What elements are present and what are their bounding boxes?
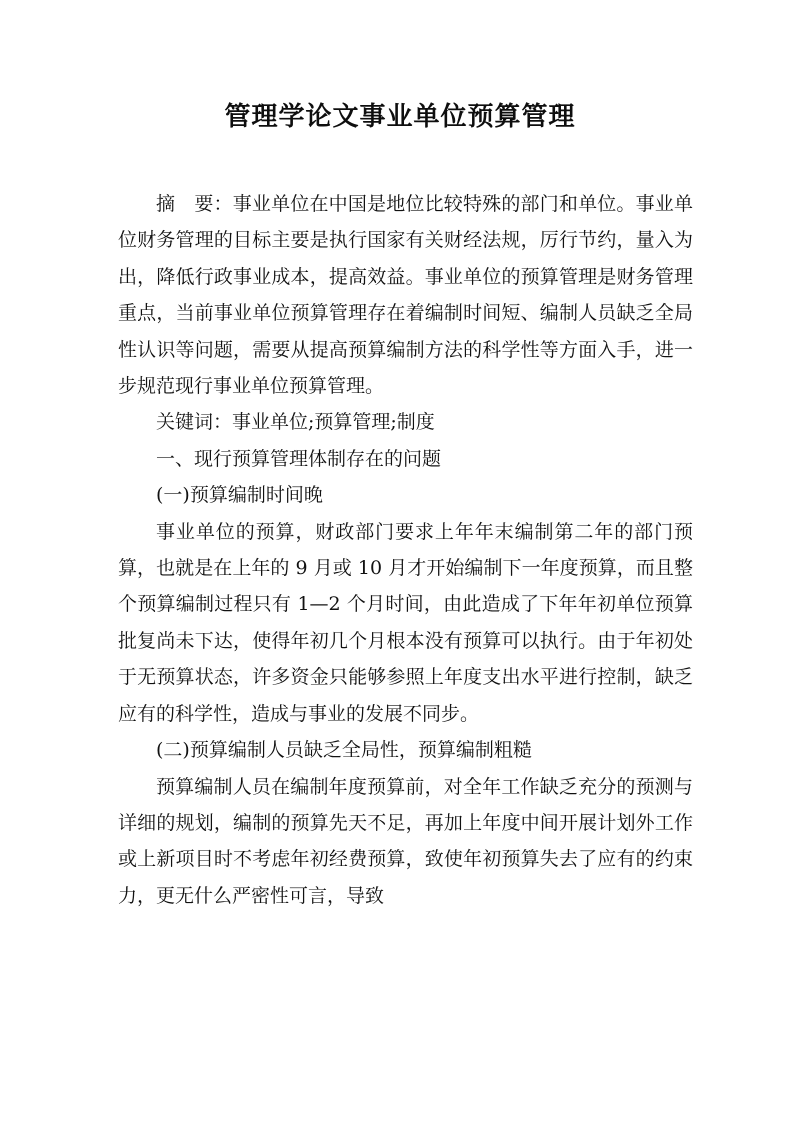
section-heading: 一、现行预算管理体制存在的问题 bbox=[156, 447, 442, 470]
body-paragraph-1: 事业单位的预算，财政部门要求上年年末编制第二年的部门预算，也就是在上年的 9 月或 10 月才开始编制下一年度预算，而且整个预算编制过程只有 1—2 个月时间，由此造成了下年年初单位预算批复尚未下达，使得年初几个月根本没有预算可以执行。由于年初处于无预算状态，许多资金只能够参照上年度支出水平进行控制，缺乏应有的科学性，造成与事业的发展不同步。 bbox=[118, 520, 693, 725]
body-paragraph-2: 预算编制人员在编制年度预算前，对全年工作缺乏充分的预测与详细的规划，编制的预算先天不足，再加上年度中间开展计划外工作或上新项目时不考虑年初经费预算，致使年初预算失去了应有的约束力，更无什么严密性可言，导致 bbox=[118, 775, 693, 907]
abstract-paragraph: 摘 要：事业单位在中国是地位比较特殊的部门和单位。事业单位财务管理的目标主要是执行国家有关财经法规，厉行节约，量入为出，降低行政事业成本，提高效益。事业单位的预算管理是财务管理重点，当前事业单位预算管理存在着编制时间短、编制人员缺乏全局性认识等问题，需要从提高预算编制方法的科学性等方面入手，进一步规范现行事业单位预算管理。 bbox=[118, 193, 693, 398]
keywords-line: 关键词：事业单位;预算管理;制度 bbox=[156, 411, 435, 434]
page-title: 管理学论文事业单位预算管理 bbox=[224, 102, 576, 132]
subsection-heading-2: (二)预算编制人员缺乏全局性，预算编制粗糙 bbox=[156, 739, 532, 762]
subsection-heading-1: (一)预算编制时间晚 bbox=[156, 484, 323, 507]
document-body bbox=[118, 186, 693, 914]
